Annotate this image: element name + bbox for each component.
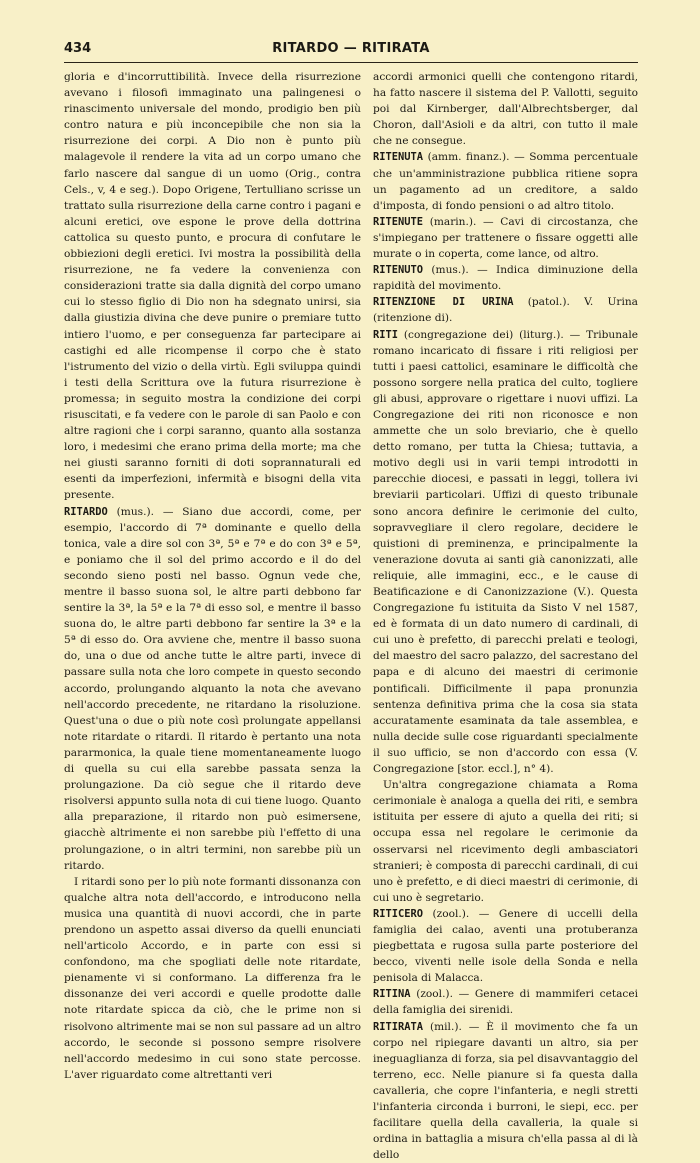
entry-ritardo: RITARDO (mus.). — Siano due accordi, come, per esempio, l'accordo di 7ª dominante e quello della tonica, vale a dire sol con 3ª, 5ª e 7ª e do con 3ª e 5ª, e poniamo che il sol del primo accordo e il do del secondo sieno posti nel basso. Ognun vede che, mentre il basso suona sol, le altre parti debbono far sentire la 3ª, la 5ª e la 7ª di esso sol, e mentre il basso suona do, le altre parti debbono far sentire la 3ª e la 5ª di esso do. Ora avviene che, mentre il basso suona do, una o due od anche tutte le altre parti, invece di passare sulla nota che loro compete in questo secondo accordo, prolungando alquanto la nota che avevano nell'accordo precedente, ne ritardano la risoluzione. Quest'una o due o più note così prolungate appellansi note ritardate o ritardi. Il ritardo è pertanto una nota pararmonica, la quale tiene momentaneamente luogo di quella su cui ella sarebbe passata senza la prolungazione. Da ciò segue che il ritardo deve risolversi appunto sulla nota di cui tiene luogo. Quanto alla preparazione, il ritardo non può esimersene, giacchè altrimente ei non sarebbe più l'effetto di una prolungazione, o in altri termini, non sarebbe più un ritardo. <box>64 505 361 872</box>
entry-ritenute: RITENUTE (marin.). — Cavi di circostanza, che s'impiegano per trattenere o fissare oggetti alle murate o in coperta, come lance, od altro. <box>373 215 638 261</box>
entry-headword: RITICERO <box>373 907 424 920</box>
entry-ritina: RITINA (zool.). — Genere di mammiferi cetacei della famiglia dei sirenidi. <box>373 988 638 1017</box>
entry-ritenzione: RITENZIONE DI URINA (patol.). V. Urina (ritenzione di). <box>373 296 638 325</box>
header-rule <box>64 62 638 63</box>
entry-headword: RITENUTO <box>373 264 424 277</box>
entry-headword: RITENUTE <box>373 215 424 228</box>
entry-headword: RITENUTA <box>373 151 424 164</box>
entry-ritirata: RITIRATA (mil.). — È il movimento che fa un corpo nel ripiegare davanti un altro, sia per ineguaglianza di forza, sia pel disavvantaggio del terreno, ecc. Nelle pianure si fa questa dalla cavalleria, che copre l'infanteria, e negli stretti l'infanteria circonda i burroni, le siepi, ecc. per facilitare quella della cavalleria, la quale si ordina in battaglia a misura ch'ella passa al di là dello <box>373 1020 638 1162</box>
page-header <box>64 41 638 59</box>
entry-headword: RITENZIONE DI URINA <box>373 296 514 309</box>
entry-paragraph: Un'altra congregazione chiamata a Roma cerimoniale è analoga a quella dei riti, e sembra istituita per essere di ajuto a quella dei riti; si occupa essa nel regolare le cerimonie da osservarsi nel ricevimento degli ambasciatori stranieri; è composta di parecchi cardinali, di cui uno è prefetto, e di dieci maestri di cerimonie, di cui uno è segretario. <box>373 779 638 904</box>
running-title: RITARDO — RITIRATA <box>272 41 430 56</box>
entry-riticero: RITICERO (zool.). — Genere di uccelli della famiglia dei calao, aventi una protuberanza piegbettata e rugosa sulla parte posteriore del becco, viventi nelle isole della Sonda e nella penisola di Malacca. <box>373 907 638 985</box>
entry-paragraph: I ritardi sono per lo più note formanti dissonanza con qualche altra nota dell'accordo, e introducono nella musica una quantità di nuovi accordi, che in parte prendono un aspetto assai diverso da quelli enunciati nell'articolo Accordo, e in parte con essi si confondono, ma che spogliati delle note ritardate, pienamente vi si conformano. La differenza fra le dissonanze dei veri accordi e quelle prodotte dalle note ritardate spicca da ciò, che le prime non si risolvono altrimente mai se non sul passare ad un altro accordo, le seconde si possono sempre risolvere nell'accordo medesimo in cui sono state percosse. L'aver riguardato come altrettanti veri <box>64 875 361 1081</box>
entry-headword: RITIRATA <box>373 1020 424 1033</box>
entry-ritenuta: RITENUTA (amm. finanz.). — Somma percentuale che un'amministrazione pubblica ritiene sopra un pagamento ad un creditore, a saldo d'imposta, di fondo pensioni o ad altro titolo. <box>373 151 638 212</box>
entry-ritenuto: RITENUTO (mus.). — Indica diminuzione della rapidità del movimento. <box>373 264 638 293</box>
entry-headword: RITARDO <box>64 505 108 518</box>
entry-headword: RITINA <box>373 988 411 1001</box>
entry-paragraph: gloria e d'incorruttibilità. Invece della risurrezione avevano i filosofi immaginato una palingenesi o rinascimento universale del mondo, prodigio ben più contro natura e più inconcepibile che non sia la risurrezione dei corpi. A Dio non è punto più malagevole il rendere la vita ad un corpo umano che farlo nascere dal sangue di un uomo (Orig., contra Cels., v, 4 e seg.). Dopo Origene, Tertulliano scrisse un trattato sulla risurrezione della carne contro i pagani e alcuni eretici, ove espone le prove della dottrina cattolica su questo punto, e procura di confutare le obbiezioni degli eretici. Ivi mostra la possibilità della risurrezione, ne fa vedere la convenienza con considerazioni tratte sia dalla dignità del corpo umano cui lo stesso figlio di Dio non ha sdegnato unirsi, sia dalla giustizia divina che deve punire o premiare tutto intiero l'uomo, e per conseguenza far partecipare ai castighi ed alle ricompense il corpo che è stato l'istrumento del vizio o della virtù. Egli sviluppa quindi i testi della Scrittura ove la futura risurrezione è promessa; in seguito mostra la condizione dei corpi risuscitati, e fa vedere con le parole di san Paolo e con altre ragioni che i corpi saranno, quanto alla sostanza loro, i medesimi che erano prima della morte; ma che nei giusti saranno forniti di doti soprannaturali ed esenti da imperfezioni, infermità e bisogni della vita presente. <box>64 71 361 502</box>
entry-paragraph: accordi armonici quelli che contengono ritardi, ha fatto nascere il sistema del P. Vallotti, seguito poi dal Kirnberger, dall'Albrechtsberger, dal Choron, dall'Asioli e da altri, con tutto il male che ne consegue. <box>373 71 638 148</box>
left-column <box>64 69 361 1083</box>
entry-riti: RITI (congregazione dei) (liturg.). — Tribunale romano incaricato di fissare i riti religiosi per tutti i paesi cattolici, esaminare le difficoltà che possono sorgere nella pratica del culto, togliere gli abusi, approvare o rigettare i nuovi uffizi. La Congregazione dei riti non riconosce e non ammette che un solo breviario, che è quello detto romano, per tutta la Chiesa; tuttavia, a motivo degli usi in varii tempi introdotti in parecchie diocesi, e passati in leggi, tollera ivi breviarii particolari. Uffizi di questo tribunale sono ancora definire le cerimonie del culto, sopravvegliare il clero regolare, decidere le quistioni di preminenza, e principalmente la venerazione dovuta ai santi già canonizzati, alle reliquie, alle immagini, ecc., e le cause di Beatificazione e di Canonizzazione (V.). Questa Congregazione fu istituita da Sisto V nel 1587, ed è formata di un dato numero di cardinali, di cui uno è prefetto, di parecchi prelati e teologi, del maestro del sacro palazzo, del sacrestano del papa e di alcuno dei maestri di cerimonie pontificali. Difficilmente il papa pronunzia sentenza definitiva prima che la cosa sia stata accuratamente esaminata da tale assemblea, e nulla decide sulle cose riguardanti specialmente il suo ufficio, se non d'accordo con essa (V. Congregazione [stor. eccl.], n° 4). <box>373 328 638 776</box>
right-column <box>373 69 638 1163</box>
page-number: 434 <box>64 41 92 56</box>
entry-headword: RITI <box>373 328 399 341</box>
